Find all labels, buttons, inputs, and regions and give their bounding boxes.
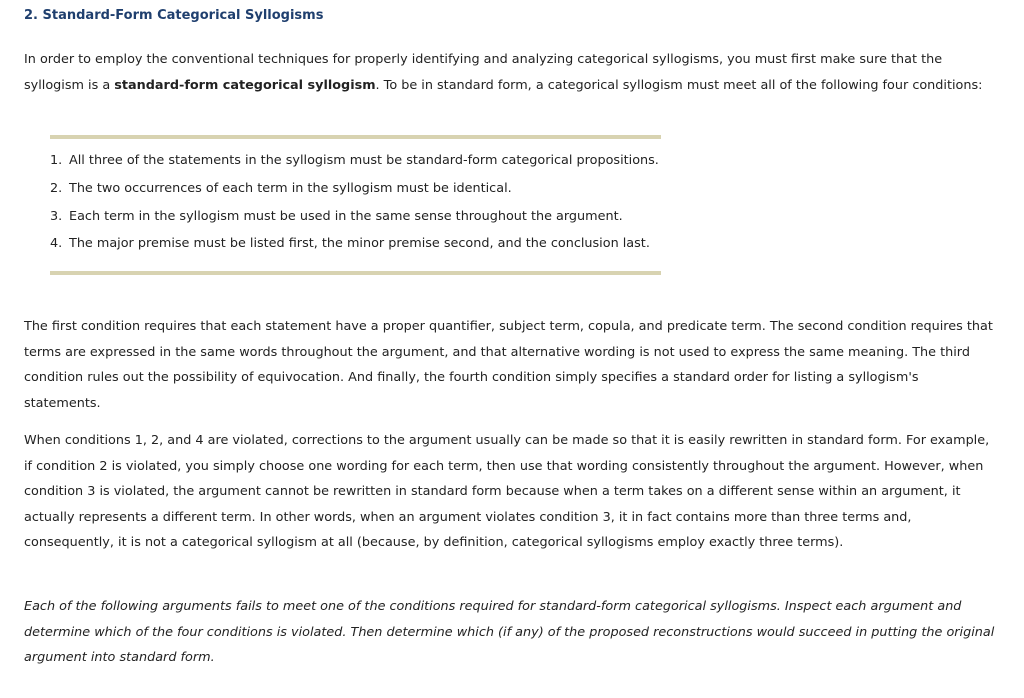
instructions-paragraph: Each of the following arguments fails to meet one of the conditions required for standard-form categorical syllogisms. Inspect each argument and determine which of the four conditions is violated. Then determine which (if any) of the proposed reconstructions would succeed in putting the original argument into standard form. [24, 599, 995, 665]
intro-paragraph [24, 47, 999, 98]
condition-item-2 [50, 181, 512, 196]
conditions-explanation-paragraph: The first condition requires that each statement have a proper quantifier, subject term, copula, and predicate term. The second condition requires that terms are expressed in the same words throughout the argument, and that alternative wording is not used to express the same meaning. The third condition rules out the possibility of equivocation. And finally, the fourth condition simply specifies a standard order for listing a syllogism's statements. [24, 319, 993, 411]
condition-text: All three of the statements in the syllogism must be standard-form categorical propositions. [69, 153, 659, 168]
intro-text-after: . To be in standard form, a categorical syllogism must meet all of the following four conditions: [375, 77, 983, 93]
condition-number: 3. [50, 209, 63, 224]
condition-text: The major premise must be listed first, the minor premise second, and the conclusion last. [69, 236, 650, 251]
intro-bold-term: standard-form categorical syllogism [114, 77, 376, 93]
condition-item-1 [50, 153, 659, 168]
condition-number: 2. [50, 181, 63, 196]
condition-item-4 [50, 236, 650, 251]
condition-item-3 [50, 209, 623, 224]
condition-number: 1. [50, 153, 63, 168]
condition-text: Each term in the syllogism must be used in the same sense throughout the argument. [69, 209, 623, 224]
intro-text-before: In order to employ the conventional techniques for properly identifying and analyzing categorical syllogisms, you must first make sure that the syllogism is a [24, 52, 943, 93]
section-title: 2. Standard-Form Categorical Syllogisms [24, 8, 324, 23]
condition-number: 4. [50, 236, 63, 251]
violations-paragraph: When conditions 1, 2, and 4 are violated, corrections to the argument usually can be made so that it is easily rewritten in standard form. For example, if condition 2 is violated, you simply choose one wording for each term, then use that wording consistently throughout the argument. However, when condition 3 is violated, the argument cannot be rewritten in standard form because when a term takes on a different sense within an argument, it actually represents a different term. In other words, when an argument violates condition 3, it in fact contains more than three terms and, consequently, it is not a categorical syllogism at all (because, by definition, categorical syllogisms employ exactly three terms). [24, 433, 990, 550]
conditions-box [50, 135, 661, 275]
condition-text: The two occurrences of each term in the syllogism must be identical. [69, 181, 512, 196]
